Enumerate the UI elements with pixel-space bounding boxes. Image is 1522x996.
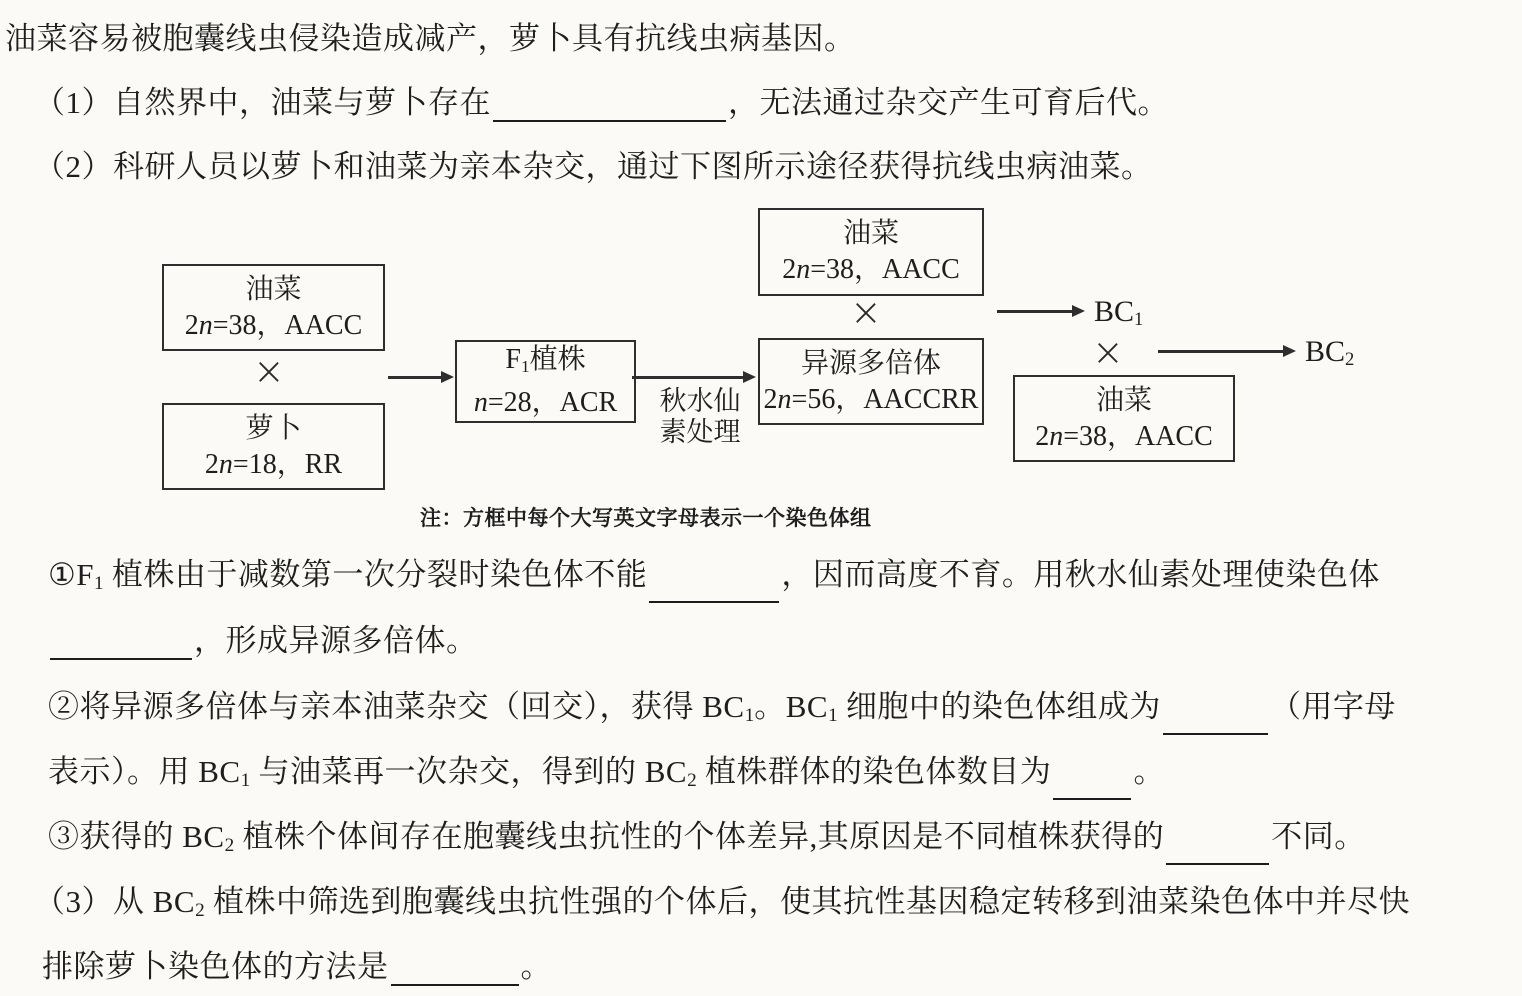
colchicine-treatment-label: 秋水仙 素处理 xyxy=(659,386,741,447)
box-title: 萝卜 xyxy=(245,412,302,444)
answer-blank xyxy=(493,86,726,122)
question-2-intro-text: （2）科研人员以萝卜和油菜为亲本杂交，通过下图所示途径获得抗线虫病油菜。 xyxy=(34,149,1153,184)
cross-symbol: × xyxy=(1092,330,1124,374)
bc1-label: $BC_1$ xyxy=(1094,295,1144,331)
box-value: n=28，ACR xyxy=(473,386,618,418)
sub-question-1-line-2: ，形成异源多倍体。 xyxy=(48,622,478,660)
box-canola-parent xyxy=(162,264,385,351)
box-title: 油菜 xyxy=(1095,384,1152,416)
answer-blank xyxy=(50,624,192,660)
box-radish-parent xyxy=(162,403,385,490)
sub-question-1-line-1: $①F_1$ 植株由于减数第一次分裂时染色体不能 ，因而高度不育。用秋水仙素处理使染色体 xyxy=(48,556,1380,603)
box-title: 油菜 xyxy=(245,273,302,305)
arrow-colchicine xyxy=(632,376,744,379)
box-value: 2n=38，AACC xyxy=(184,309,363,341)
cross-symbol: × xyxy=(850,290,882,334)
arrow-to-bc2 xyxy=(1158,350,1284,353)
box-value: 2n=38，AACC xyxy=(782,254,960,285)
box-title: 异源多倍体 xyxy=(800,347,941,379)
sub-question-2-line-1: ②将异源多倍体与亲本油菜杂交（回交），获得 $BC_1$。$BC_1$ 细胞中的染色体组成为 （用字母 xyxy=(48,688,1396,735)
question-1-pre: （1）自然界中，油菜与萝卜存在 xyxy=(34,85,491,120)
answer-blank xyxy=(1163,699,1268,735)
question-3-line-1: （3）从 $BC_2$ 植株中筛选到胞囊线虫抗性强的个体后，使其抗性基因稳定转移到油菜染色体中并尽快 xyxy=(34,884,1410,922)
answer-blank xyxy=(649,567,779,603)
box-canola-backcross-2 xyxy=(1013,375,1235,462)
intro-line xyxy=(5,20,856,58)
box-canola-backcross-1 xyxy=(758,208,984,296)
sub-question-3-line: ③获得的 $BC_2$ 植株个体间存在胞囊线虫抗性的个体差异,其原因是不同植株获得的 不同。 xyxy=(48,818,1366,865)
box-value: 2n=38，AACC xyxy=(1035,420,1213,452)
question-2-intro-line xyxy=(34,148,1153,186)
box-title: $F_1$植株 xyxy=(505,344,586,376)
box-value: 2n=56，AACCRR xyxy=(763,383,979,415)
diagram-note: 注：方框中每个大写英文字母表示一个染色体组 xyxy=(420,506,872,530)
answer-blank xyxy=(1053,764,1131,800)
box-allopolyploid xyxy=(758,338,984,425)
sub-question-2-line-2: 表示）。用 $BC_1$ 与油菜再一次杂交，得到的 $BC_2$ 植株群体的染色体数目为 。 xyxy=(48,753,1165,800)
intro-text: 油菜容易被胞囊线虫侵染造成减产，萝卜具有抗线虫病基因。 xyxy=(5,21,856,56)
question-3-line-2: 排除萝卜染色体的方法是 。 xyxy=(42,949,552,984)
answer-blank xyxy=(391,950,519,986)
arrow-to-f1 xyxy=(388,376,442,379)
bc2-label: $BC_2$ xyxy=(1305,335,1355,371)
box-f1-plant xyxy=(455,340,636,423)
box-title: 油菜 xyxy=(842,218,899,249)
question-1-line xyxy=(34,84,1169,122)
answer-blank xyxy=(1166,829,1269,865)
box-value: 2n=18，RR xyxy=(204,448,343,480)
question-1-post: ，无法通过杂交产生可育后代。 xyxy=(728,85,1169,120)
arrow-to-bc1 xyxy=(997,310,1073,313)
cross-symbol: × xyxy=(253,349,285,393)
